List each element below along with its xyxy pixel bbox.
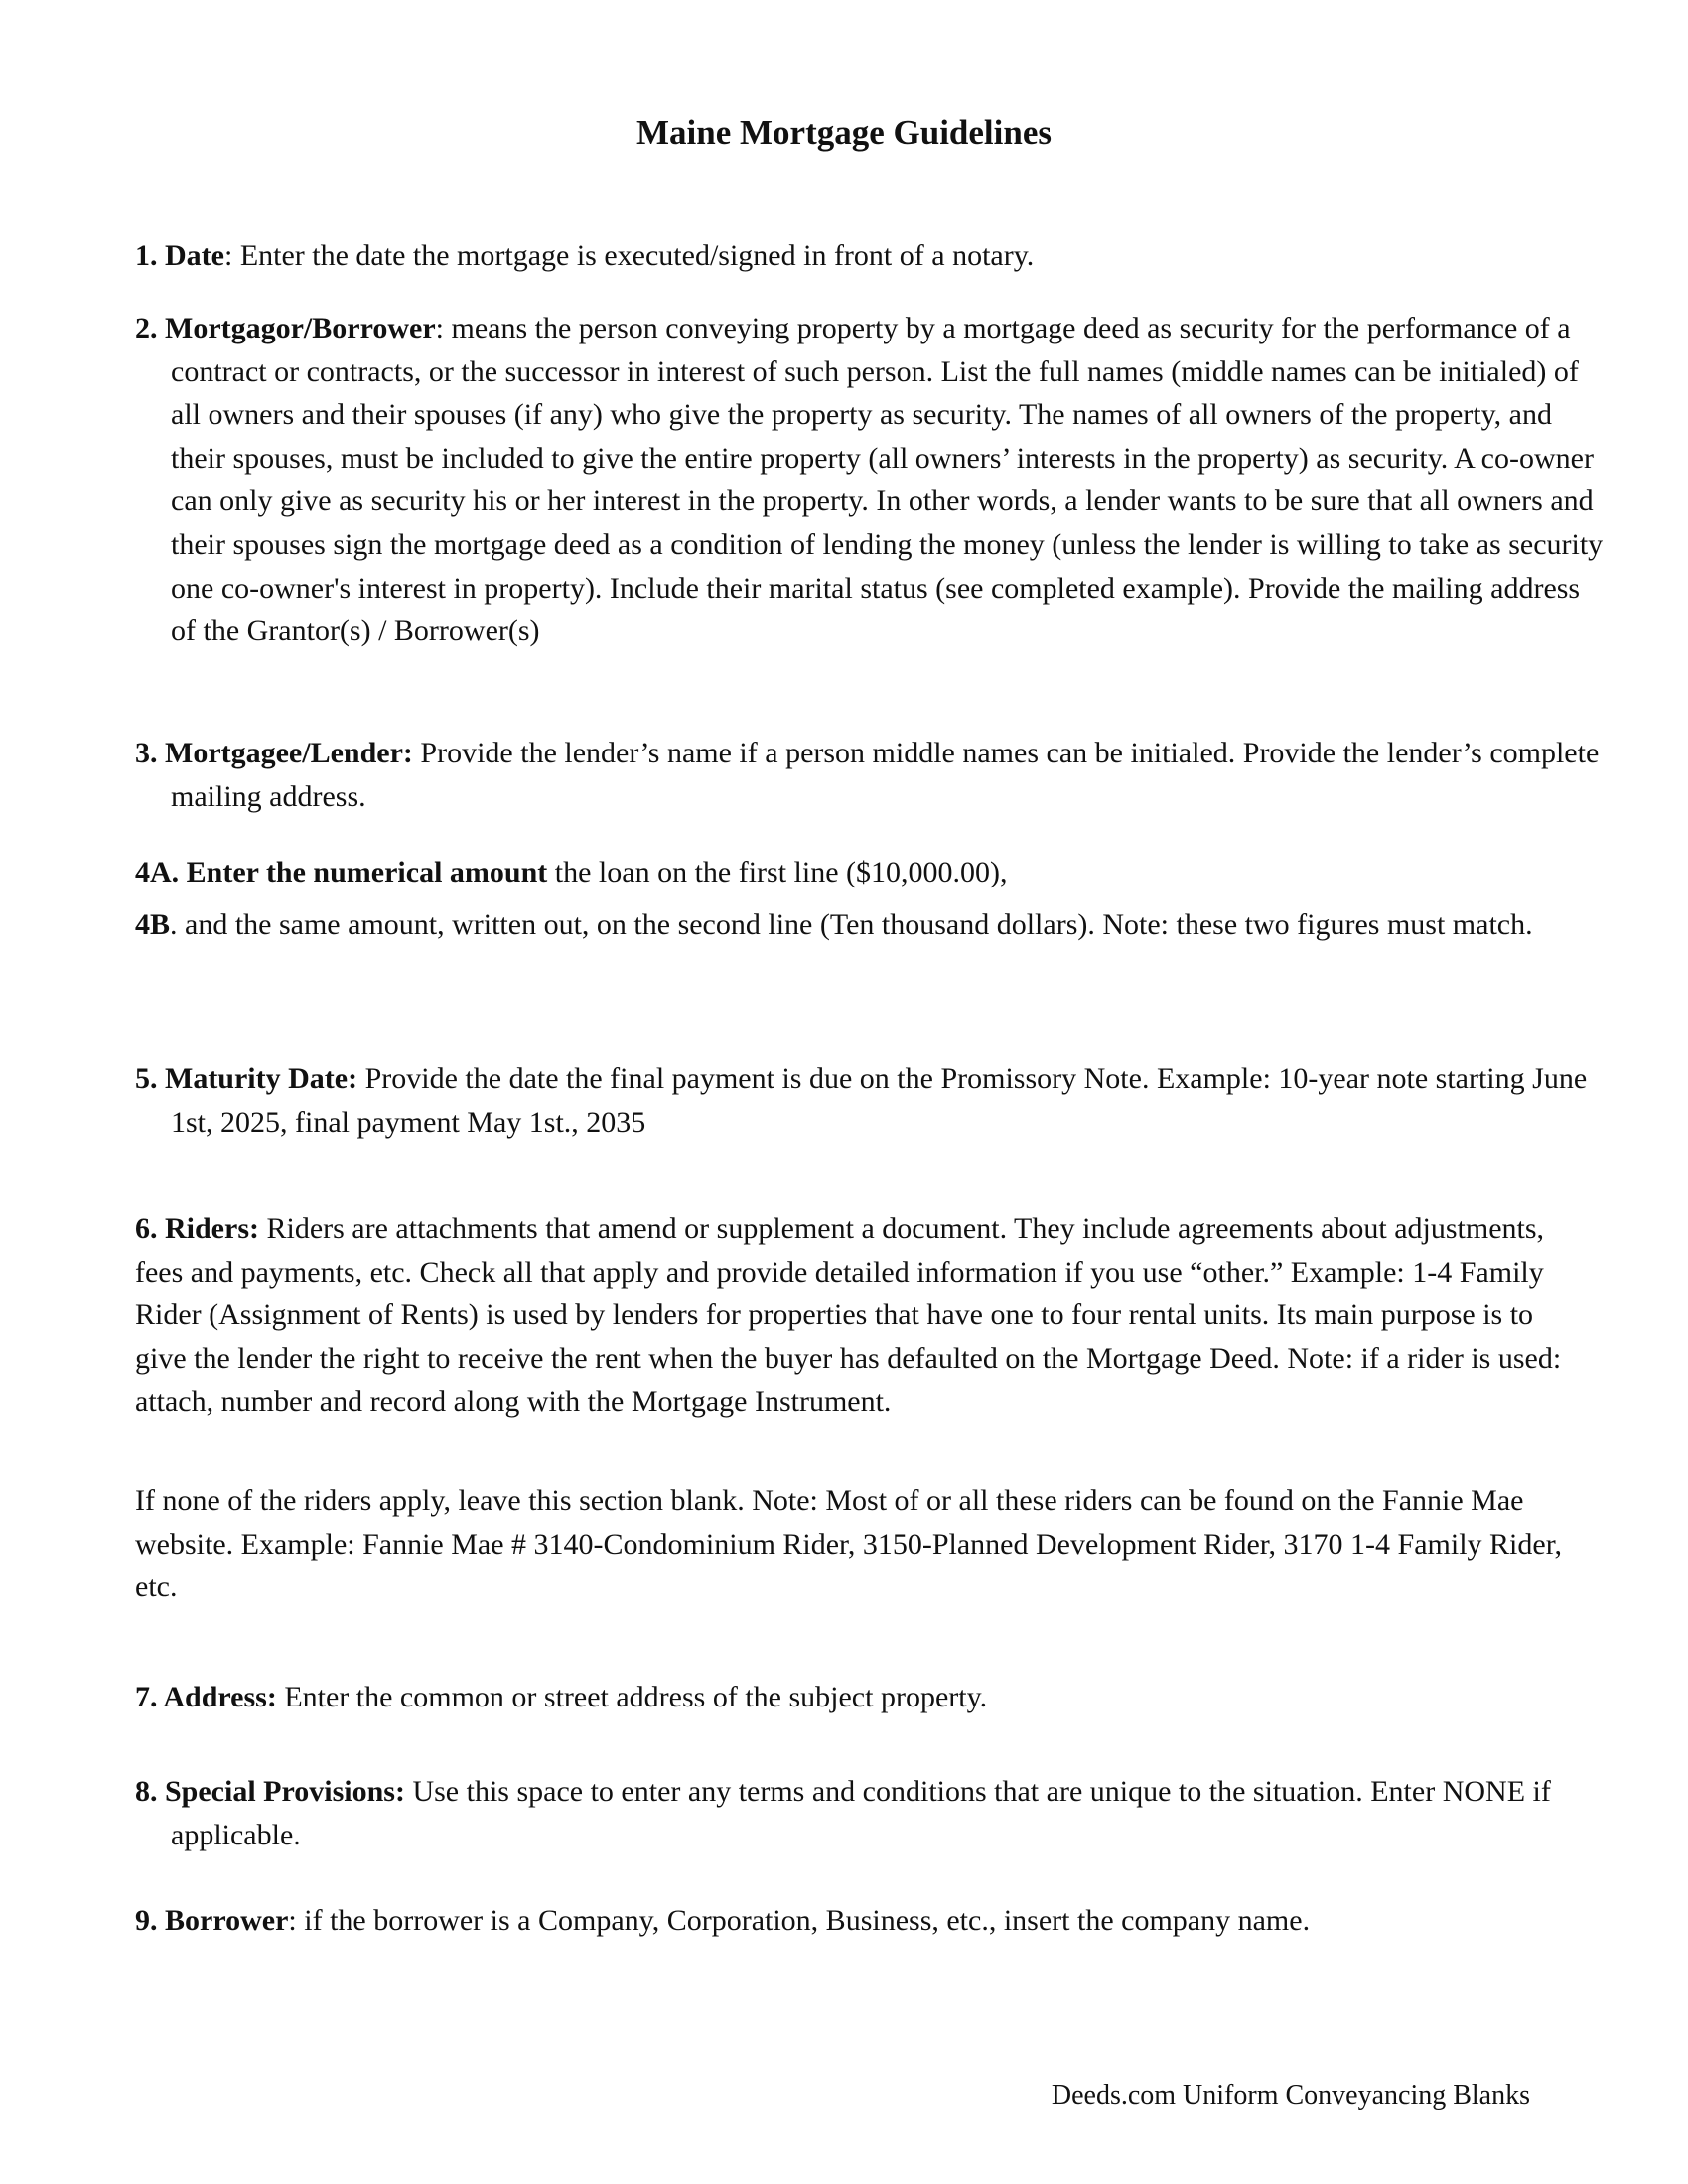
guideline-label: 1. Date (135, 239, 224, 272)
guideline-riders (135, 1207, 1571, 1424)
guideline-mortgagor-borrower (135, 307, 1607, 653)
guideline-amount-numeric (135, 851, 1607, 894)
guideline-label: 5. Maturity Date: (135, 1062, 358, 1095)
guideline-maturity-date (135, 1057, 1607, 1144)
guideline-text: . and the same amount, written out, on the second line (Ten thousand dollars). Note: these two figures must match. (170, 908, 1533, 941)
guideline-text: : if the borrower is a Company, Corporation, Business, etc., insert the company name. (288, 1904, 1311, 1937)
guideline-text: Provide the date the final payment is due on the Promissory Note. Example: 10-year note starting June 1st, 2025, final payment May 1st., 2035 (171, 1062, 1588, 1139)
guideline-amount-written (135, 903, 1607, 947)
guideline-label: 9. Borrower (135, 1904, 289, 1937)
guideline-date (135, 234, 1607, 278)
guideline-text: : Enter the date the mortgage is executed/signed in front of a notary. (223, 239, 1035, 272)
guideline-label: 4B (135, 908, 171, 941)
page-title: Maine Mortgage Guidelines (635, 113, 1052, 152)
guideline-label: 6. Riders: (135, 1212, 259, 1245)
guideline-label: 7. Address: (135, 1681, 277, 1713)
guideline-text: Provide the lender’s name if a person middle names can be initialed. Provide the lender’s complete mailing address. (171, 737, 1600, 813)
guideline-text: : means the person conveying property by a mortgage deed as security for the performance of a contract or contracts, or the successor in interest of such person. List the full names (middle names can be initialed) of all owners and their spouses (if any) who give the property as security. The names of all owners of the property, and their spouses, must be included to give the entire property (all owners’ interests in the property) as security. A co-owner can only give as security his or her interest in the property. In other words, a lender wants to be sure that all owners and their spouses sign the mortgage deed as a condition of lending the money (unless the lender is willing to take as security one co-owner's interest in property). Include their marital status (see completed example). Provide the mailing address of the Grantor(s) / Borrower(s) (171, 312, 1604, 648)
guideline-riders-note (135, 1479, 1571, 1609)
guideline-label: 2. Mortgagor/Borrower (135, 312, 436, 344)
guideline-text: Enter the common or street address of the subject property. (276, 1681, 988, 1713)
guideline-label: 3. Mortgagee/Lender: (135, 737, 413, 769)
guideline-label: 8. Special Provisions: (135, 1775, 405, 1808)
guideline-address (135, 1676, 1607, 1719)
guideline-text: Riders are attachments that amend or supplement a document. They include agreements about adjustments, fees and payments, etc. Check all that apply and provide detailed information if you use “other.” Example: 1-4 Family Rider (Assignment of Rents) is used by lenders for properties that have one to four rental units. Its main purpose is to give the lender the right to receive the rent when the buyer has defaulted on the Mortgage Deed. Note: if a rider is used: attach, number and record along with the Mortgage Instrument. (135, 1212, 1562, 1419)
guideline-label: 4A. Enter the numerical amount (135, 856, 548, 888)
guideline-text: Use this space to enter any terms and conditions that are unique to the situation. Enter NONE if applicable. (171, 1775, 1551, 1851)
page-footer: Deeds.com Uniform Conveyancing Blanks (1051, 2080, 1530, 2111)
guideline-mortgagee-lender (135, 732, 1607, 818)
guideline-text: the loan on the first line ($10,000.00), (547, 856, 1008, 888)
guideline-borrower-company (135, 1899, 1607, 1943)
guideline-text: If none of the riders apply, leave this section blank. Note: Most of or all these riders can be found on the Fannie Mae website. Example: Fannie Mae # 3140-Condominium Rider, 3150-Planned Development Rider, 3170 1-4 Family Rider, etc. (135, 1484, 1562, 1604)
guideline-special-provisions (135, 1770, 1607, 1856)
